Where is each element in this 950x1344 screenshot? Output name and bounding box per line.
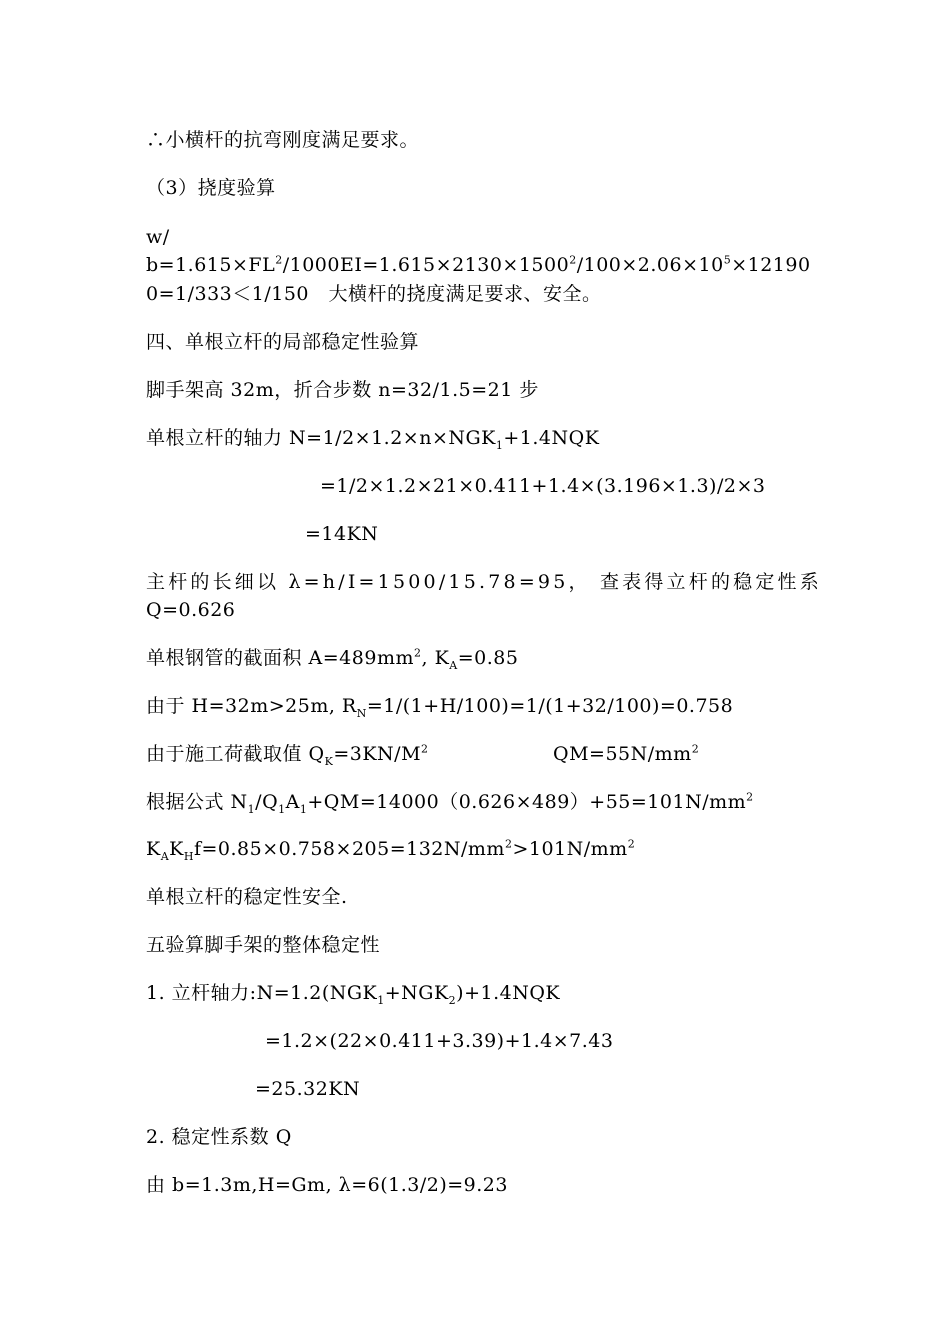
formula-line: $K_AK_Hf=0.85\times 0.758\times 205=132N/mm^2>101N/mm^2$ xyxy=(146,837,636,863)
text-line: 主杆的长细以 λ=h/I=1500/15.78=95， 查表得立杆的稳定性系 xyxy=(146,571,822,593)
text-line: w/ xyxy=(146,226,170,248)
text-line: ∴小横杆的抗弯刚度满足要求。 xyxy=(146,129,420,151)
formula-line: 由 b=1.3m,H=Gm, λ=6(1.3/2)=9.23 xyxy=(146,1174,508,1196)
section-heading: 五验算脚手架的整体稳定性 xyxy=(146,934,381,956)
formula-line: 由于 H=32m>25m, $R_N=1/(1+H/100)=1/(1+32/100)=0.758$ xyxy=(146,695,734,720)
text-line: 单根立杆的稳定性安全. xyxy=(146,886,348,908)
section-heading: （3）挠度验算 xyxy=(146,177,276,199)
formula-line: 单根立杆的轴力 $N=1/2\times 1.2\times n\times NGK_1+1.4NQK$ xyxy=(146,427,600,452)
formula-line: 由于施工荷截取值 $Q_K=3KN/M^2$ xyxy=(146,742,429,768)
section-heading: 四、单根立杆的局部稳定性验算 xyxy=(146,331,420,353)
formula-line: 0=1/333＜1/150 大横杆的挠度满足要求、安全。 xyxy=(146,283,602,305)
formula-line: 根据公式 $N_1/Q_1A_1+QM=14000(0.626\times 489)+55=101N/mm^2$ xyxy=(146,790,754,816)
formula-line: $b=1.615\times FL^2/1000EI=1.615\times 2130\times 1500^2/100\times 2.06\times 10^5\times 12190$ xyxy=(146,253,811,276)
formula-line: =1/2×1.2×21×0.411+1.4×(3.196×1.3)/2×3 xyxy=(320,475,766,497)
text-line: Q=0.626 xyxy=(146,599,236,621)
formula-line: 1. 立杆轴力$:N=1.2(NGK_1+NGK_2)+1.4NQK$ xyxy=(146,982,561,1007)
text-line: 2. 稳定性系数 Q xyxy=(146,1126,292,1148)
text-line: 脚手架高 32m，折合步数 n=32/1.5=21 步 xyxy=(146,379,539,401)
formula-line: $QM=55N/mm^2$ xyxy=(553,742,700,765)
formula-line: =14KN xyxy=(305,523,379,545)
formula-line: =1.2×(22×0.411+3.39)+1.4×7.43 xyxy=(265,1030,614,1052)
formula-line: =25.32KN xyxy=(255,1078,361,1100)
formula-line: 单根钢管的截面积 $A=489mm^2$, $K_A=0.85$ xyxy=(146,646,519,672)
